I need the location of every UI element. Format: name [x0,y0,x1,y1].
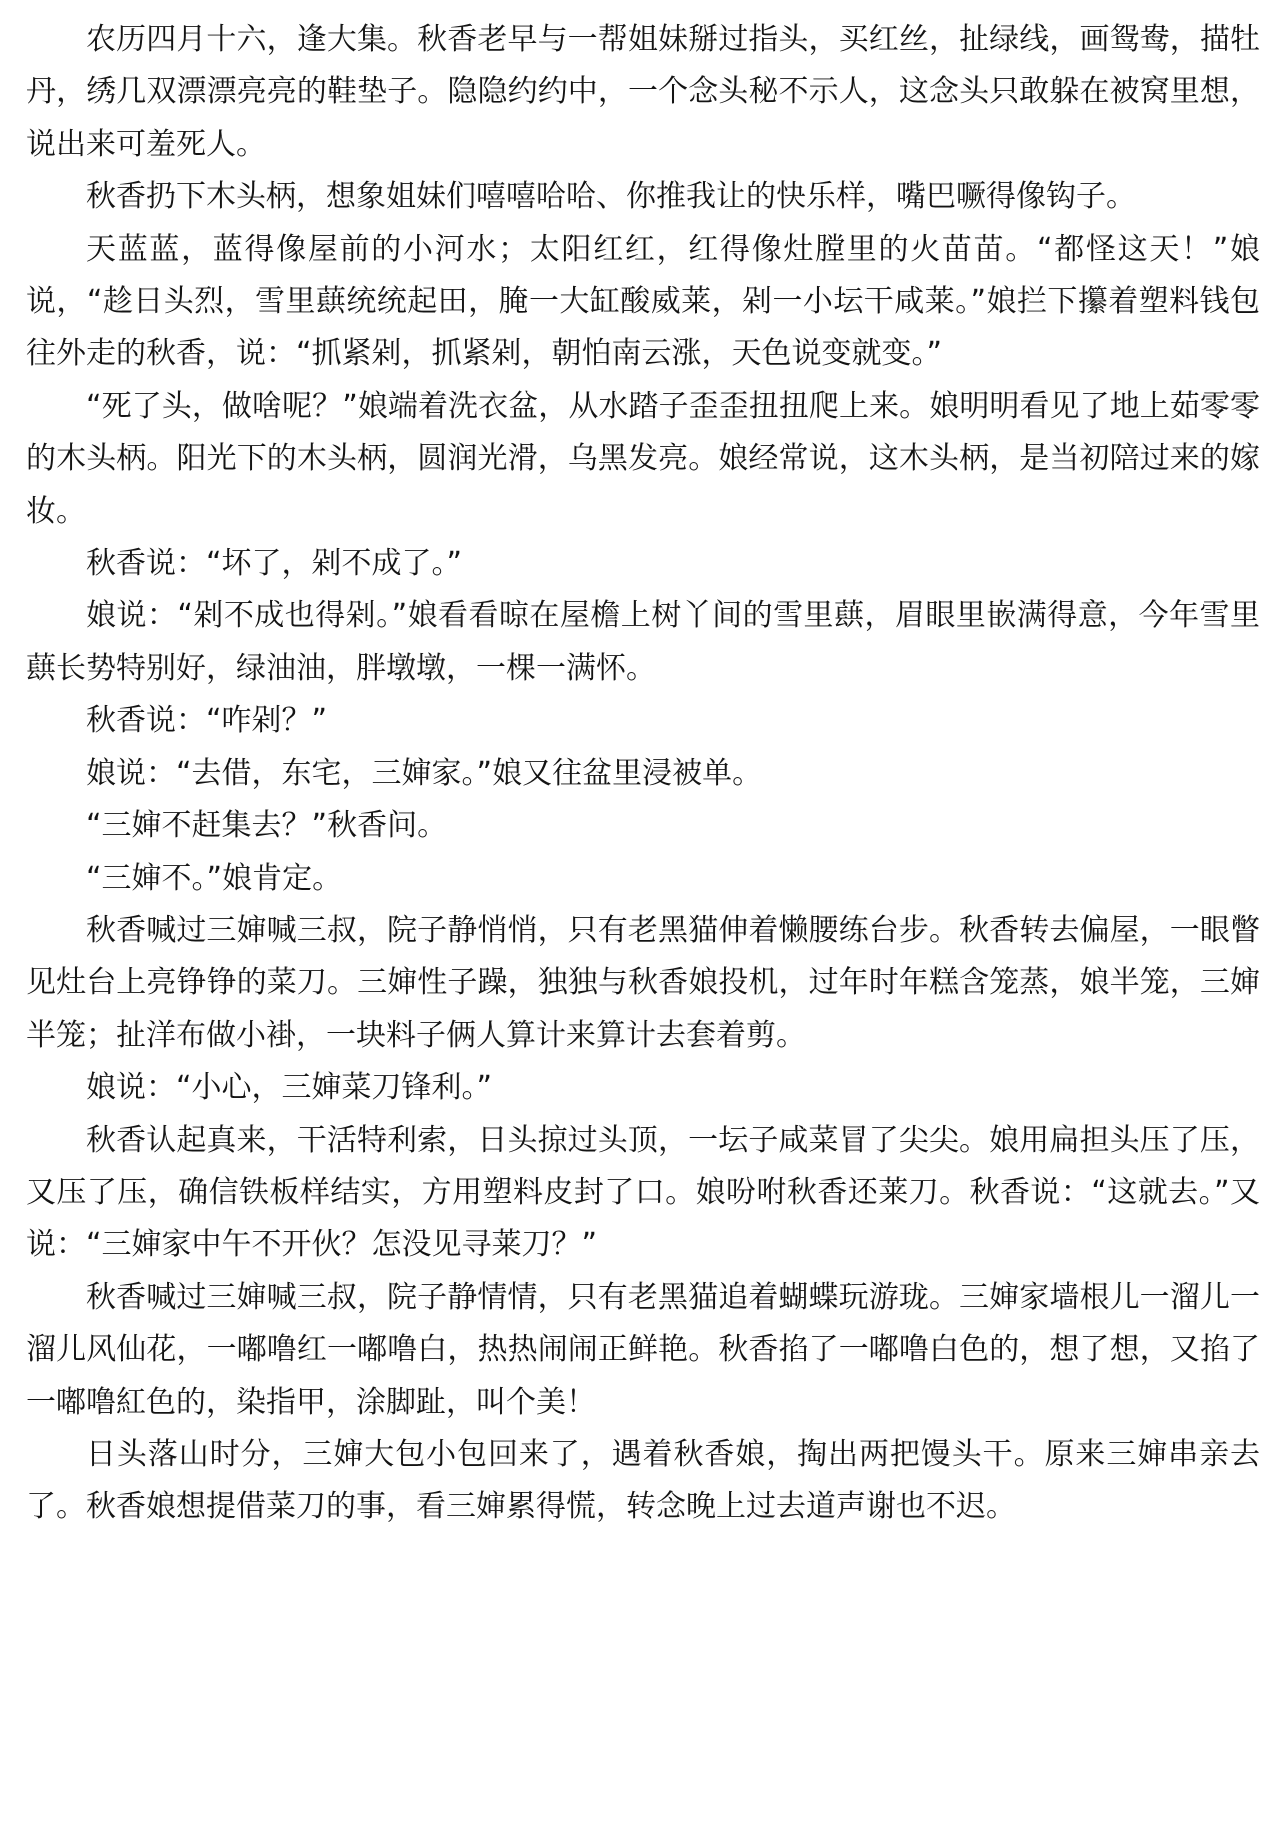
paragraph: 日头落山时分，三婶大包小包回来了，遇着秋香娘，掏出两把馒头干。原来三婶串亲去了。秋香娘想提借菜刀的事，看三婶累得慌，转念晚上过去道声谢也不迟。 [26,1436,1260,1525]
paragraph: 农历四月十六，逢大集。秋香老早与一帮姐妹掰过指头，买红丝，扯绿线，画鸳鸯，描牡丹，绣几双漂漂亮亮的鞋垫子。隐隐约约中，一个念头秘不示人，这念头只敢躲在被窝里想，说出来可羞死人。 [26,22,1260,162]
paragraph: “死了头，做啥呢？”娘端着洗衣盆，从水踏子歪歪扭扭爬上来。娘明明看见了地上茹零零的木头柄。阳光下的木头柄，圆润光滑，乌黑发亮。娘经常说，这木头柄，是当初陪过来的嫁妆。 [26,388,1260,529]
paragraph: 秋香喊过三婶喊三叔，院子静悄悄，只有老黑猫伸着懒腰练台步。秋香转去偏屋，一眼瞥见灶台上亮铮铮的菜刀。三婶性子躁，独独与秋香娘投机，过年时年糕含笼蒸，娘半笼，三婶半笼；扯洋布做小褂，一块料子俩人算计来算计去套着剪。 [26,912,1260,1053]
paragraph: 秋香说：“咋剁？” [86,703,328,739]
paragraph: 娘说：“去借，东宅，三婶家。”娘又往盆里浸被单。 [86,755,763,791]
paragraph: 娘说：“小心，三婶菜刀锋利。” [86,1070,493,1106]
paragraph: 娘说：“剁不成也得剁。”娘看看晾在屋檐上树丫间的雪里蕻，眉眼里嵌满得意，今年雪里蕻长势特别好，绿油油，胖墩墩，一棵一满怀。 [26,598,1260,686]
paragraph: 秋香认起真来，干活特利索，日头掠过头顶，一坛子咸菜冒了尖尖。娘用扁担头压了压， 又压了压，确信铁板样结实，方用塑料皮封了口。娘吩咐秋香还莱刀。秋香说：“这就去。”又说：“三婶家中午不开伙？怎没见寻莱刀？” [26,1122,1260,1263]
paragraph: 天蓝蓝，蓝得像屋前的小河水；太阳红红，红得像灶膛里的火苗苗。“都怪这天！”娘说，“趁日头烈，雪里蕻统统起田，腌一大缸酸威莱，剁一小坛干咸莱。”娘拦下攥着塑料钱包往外走的秋香，说：“抓紧剁，抓紧剁，朝怕南云涨，天色说变就变。” [26,231,1260,372]
paragraph: 秋香说：“坏了，剁不成了。” [86,546,463,582]
paragraph: “三婶不赶集去？”秋香问。 [86,808,448,844]
paragraph: 秋香喊过三婶喊三叔，院子静情情，只有老黑猫追着蝴蝶玩游珑。三婶家墙根儿一溜儿一溜儿风仙花，一嘟噜红一嘟噜白，热热闹闹正鲜艳。秋香掐了一嘟噜白色的，想了想，又掐了一嘟噜紅色的，染指甲，涂脚趾，叫个美！ [26,1279,1260,1420]
paragraph: 秋香扔下木头柄，想象姐妹们嘻嘻哈哈、你推我让的快乐样，嘴巴噘得像钩子。 [86,179,1136,215]
paragraph: “三婶不。”娘肯定。 [86,860,343,896]
document-page [26,14,1260,1834]
